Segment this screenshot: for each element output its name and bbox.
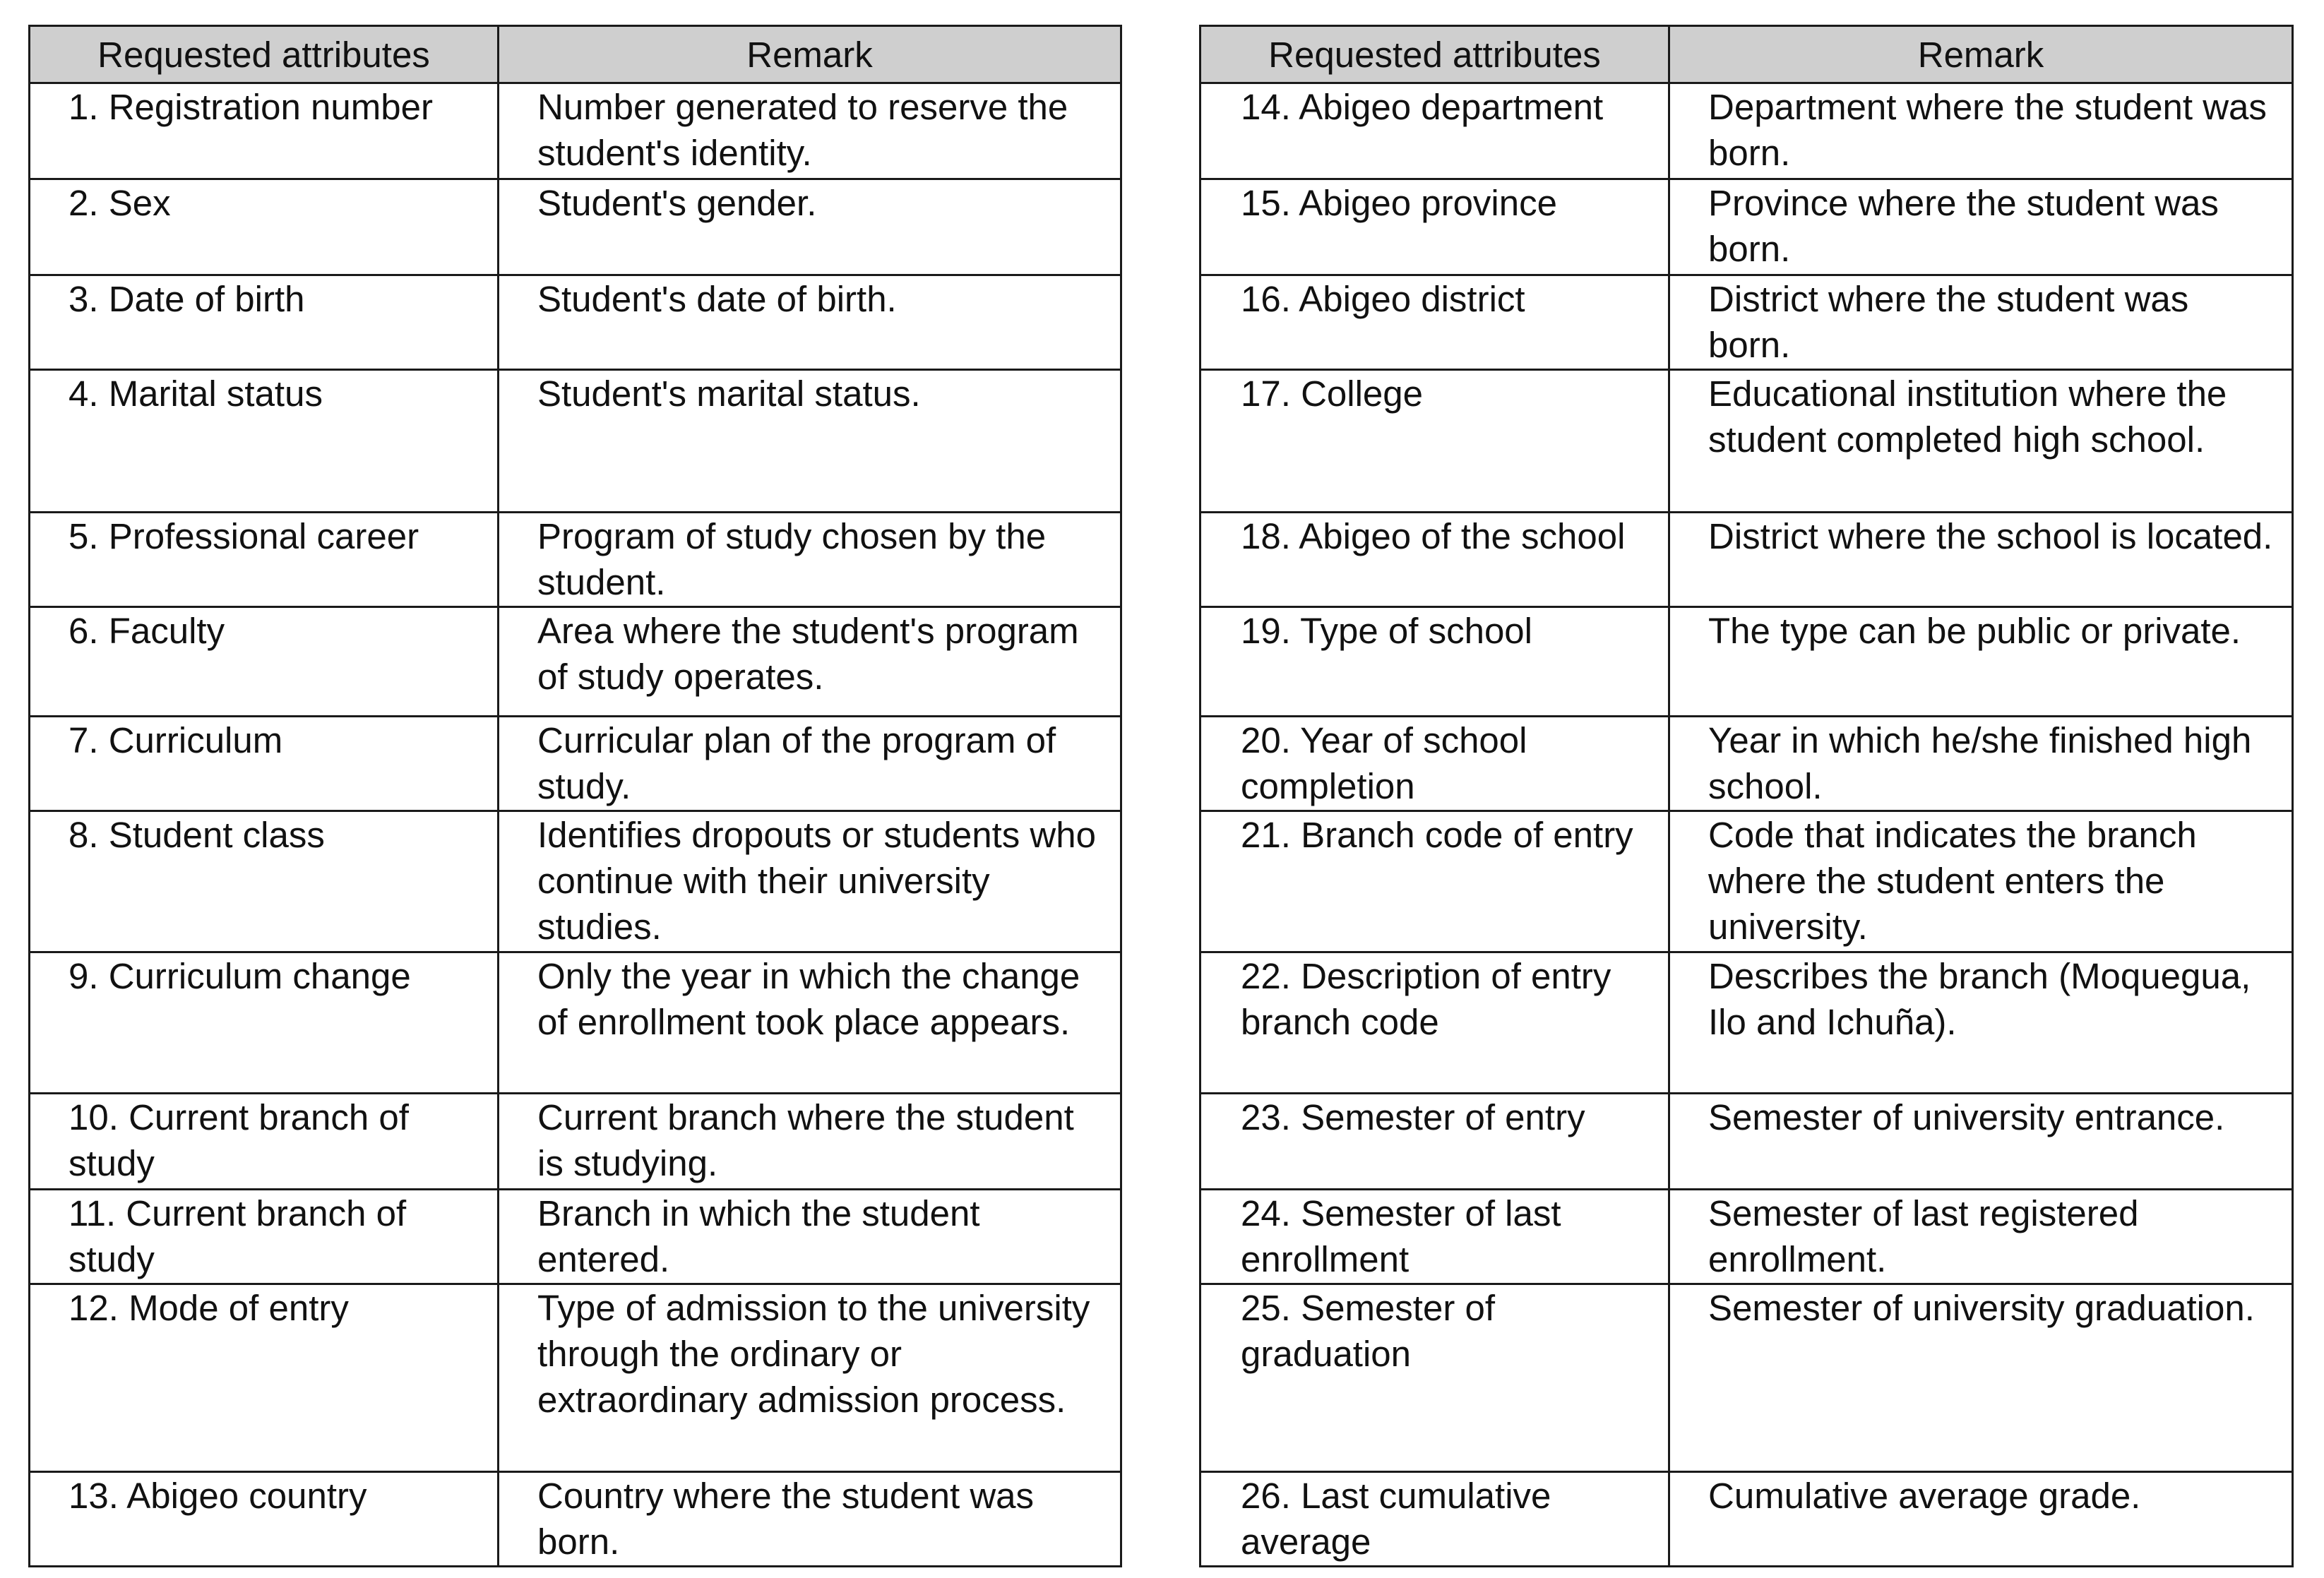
remark-cell: District where the student was born. — [1669, 275, 2293, 370]
table-row — [30, 179, 1121, 275]
attribute-cell: 7. Curriculum — [30, 717, 499, 811]
table-row — [30, 607, 1121, 717]
attribute-cell: 21. Branch code of entry — [1200, 811, 1669, 952]
remark-cell: Semester of last registered enrollment. — [1669, 1190, 2293, 1284]
table-row — [30, 1094, 1121, 1190]
table-row — [1200, 717, 2293, 811]
attribute-cell: 10. Current branch of study — [30, 1094, 499, 1190]
attribute-cell: 23. Semester of entry — [1200, 1094, 1669, 1190]
remark-cell: Educational institution where the student completed high school. — [1669, 370, 2293, 513]
table-row — [1200, 952, 2293, 1094]
remark-cell: Program of study chosen by the student. — [499, 513, 1121, 607]
remark-cell: Identifies dropouts or students who continue with their university studies. — [499, 811, 1121, 952]
header-row — [1200, 26, 2293, 83]
attribute-cell: 3. Date of birth — [30, 275, 499, 370]
remark-cell: Year in which he/she finished high school. — [1669, 717, 2293, 811]
table-row — [30, 513, 1121, 607]
attribute-cell: 24. Semester of last enrollment — [1200, 1190, 1669, 1284]
table-row — [1200, 179, 2293, 275]
table-row — [30, 275, 1121, 370]
attribute-cell: 14. Abigeo department — [1200, 83, 1669, 179]
remark-cell: Only the year in which the change of enrollment took place appears. — [499, 952, 1121, 1094]
remark-cell: Type of admission to the university through the ordinary or extraordinary admission process. — [499, 1284, 1121, 1472]
table-row — [30, 1190, 1121, 1284]
remark-cell: Student's marital status. — [499, 370, 1121, 513]
attribute-cell: 9. Curriculum change — [30, 952, 499, 1094]
remark-cell: Curricular plan of the program of study. — [499, 717, 1121, 811]
attribute-cell: 12. Mode of entry — [30, 1284, 499, 1472]
attribute-cell: 11. Current branch of study — [30, 1190, 499, 1284]
attributes-table-left — [28, 25, 1122, 1567]
table-row — [30, 811, 1121, 952]
attribute-cell: 22. Description of entry branch code — [1200, 952, 1669, 1094]
header-attribute: Requested attributes — [30, 26, 499, 83]
attribute-cell: 5. Professional career — [30, 513, 499, 607]
attribute-cell: 13. Abigeo country — [30, 1472, 499, 1567]
table-row — [30, 717, 1121, 811]
remark-cell: Student's date of birth. — [499, 275, 1121, 370]
remark-cell: Area where the student's program of study operates. — [499, 607, 1121, 717]
remark-cell: Province where the student was born. — [1669, 179, 2293, 275]
table-row — [30, 83, 1121, 179]
table-row — [1200, 83, 2293, 179]
attribute-cell: 15. Abigeo province — [1200, 179, 1669, 275]
attribute-cell: 8. Student class — [30, 811, 499, 952]
remark-cell: Department where the student was born. — [1669, 83, 2293, 179]
header-row — [30, 26, 1121, 83]
remark-cell: Code that indicates the branch where the student enters the university. — [1669, 811, 2293, 952]
attribute-cell: 17. College — [1200, 370, 1669, 513]
table-row — [1200, 275, 2293, 370]
remark-cell: Number generated to reserve the student's identity. — [499, 83, 1121, 179]
header-remark: Remark — [499, 26, 1121, 83]
table-row — [30, 952, 1121, 1094]
remark-cell: Branch in which the student entered. — [499, 1190, 1121, 1284]
attribute-cell: 18. Abigeo of the school — [1200, 513, 1669, 607]
table-row — [30, 1472, 1121, 1567]
attributes-table-right — [1199, 25, 2294, 1567]
table-row — [1200, 1190, 2293, 1284]
remark-cell: Cumulative average grade. — [1669, 1472, 2293, 1567]
attribute-cell: 19. Type of school — [1200, 607, 1669, 717]
remark-cell: Semester of university entrance. — [1669, 1094, 2293, 1190]
table-row — [1200, 1284, 2293, 1472]
table-row — [30, 1284, 1121, 1472]
table-row — [1200, 1094, 2293, 1190]
remark-cell: Describes the branch (Moquegua, Ilo and Ichuña). — [1669, 952, 2293, 1094]
remark-cell: Student's gender. — [499, 179, 1121, 275]
header-remark: Remark — [1669, 26, 2293, 83]
attribute-cell: 4. Marital status — [30, 370, 499, 513]
remark-cell: Current branch where the student is studying. — [499, 1094, 1121, 1190]
header-attribute: Requested attributes — [1200, 26, 1669, 83]
table-row — [30, 370, 1121, 513]
table-row — [1200, 811, 2293, 952]
attribute-cell: 6. Faculty — [30, 607, 499, 717]
table-row — [1200, 607, 2293, 717]
attribute-cell: 25. Semester of graduation — [1200, 1284, 1669, 1472]
remark-cell: The type can be public or private. — [1669, 607, 2293, 717]
remark-cell: Semester of university graduation. — [1669, 1284, 2293, 1472]
table-row — [1200, 1472, 2293, 1567]
attribute-cell: 16. Abigeo district — [1200, 275, 1669, 370]
remark-cell: District where the school is located. — [1669, 513, 2293, 607]
table-row — [1200, 370, 2293, 513]
remark-cell: Country where the student was born. — [499, 1472, 1121, 1567]
attribute-cell: 1. Registration number — [30, 83, 499, 179]
table-row — [1200, 513, 2293, 607]
attribute-cell: 20. Year of school completion — [1200, 717, 1669, 811]
attribute-cell: 2. Sex — [30, 179, 499, 275]
attribute-cell: 26. Last cumulative average — [1200, 1472, 1669, 1567]
